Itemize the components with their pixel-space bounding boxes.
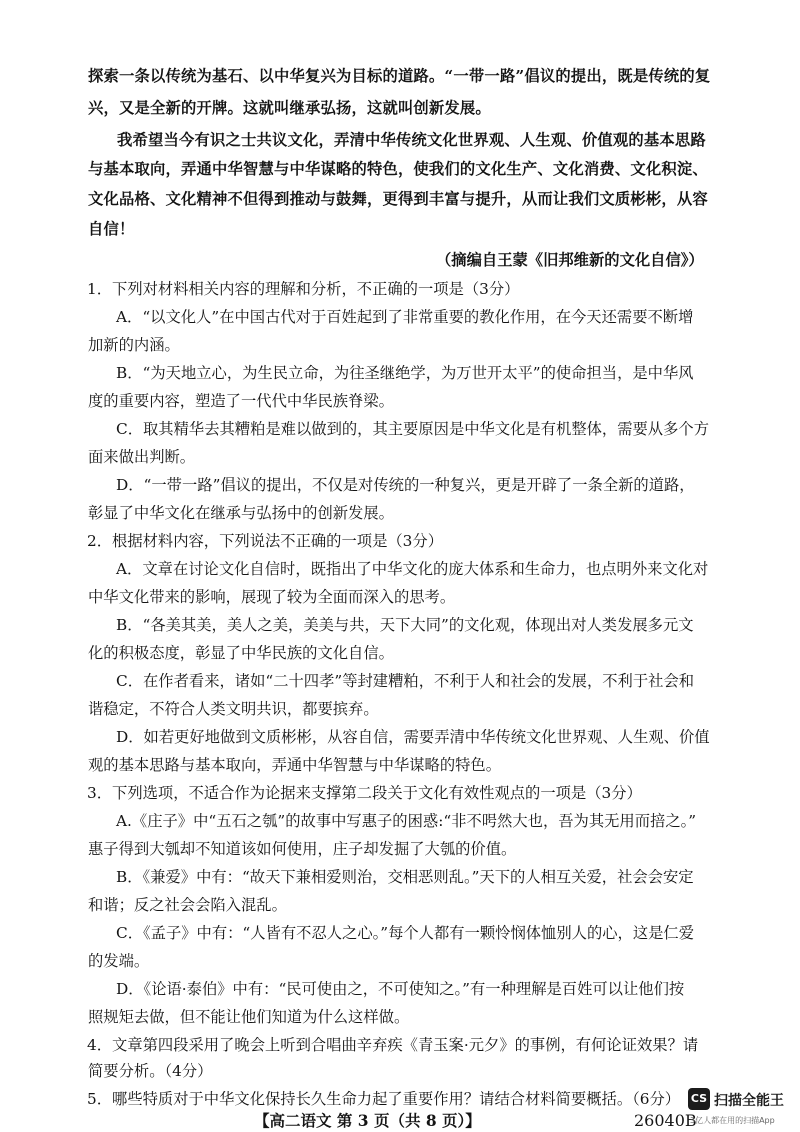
question-stem: 简要分析。（4分）	[88, 1062, 213, 1080]
page-footer: 【高二语文 第 3 页（共 8 页）】	[254, 1111, 481, 1130]
option-line: A．文章在讨论文化自信时，既指出了中华文化的庞大体系和生命力，也点明外来文化对	[116, 560, 709, 578]
option-line: D．如若更好地做到文质彬彬，从容自信，需要弄清中华传统文化世界观、人生观、价值	[116, 728, 710, 746]
option-line: 彰显了中华文化在继承与弘扬中的创新发展。	[88, 504, 394, 522]
question-stem: 1．下列对材料相关内容的理解和分析，不正确的一项是（3分）	[87, 280, 520, 298]
option-line: 度的重要内容，塑造了一代代中华民族脊梁。	[88, 392, 394, 410]
scanner-app-name: 扫描全能王	[714, 1093, 784, 1109]
option-line: 加新的内涵。	[88, 336, 180, 354]
question-stem: 3．下列选项，不适合作为论据来支撑第二段关于文化有效性观点的一项是（3分）	[87, 784, 642, 802]
question-stem: 2．根据材料内容，下列说法不正确的一项是（3分）	[87, 532, 443, 550]
option-line: C．在作者看来，诸如“二十四孝”等封建糟粕，不利于人和社会的发展，不利于社会和	[116, 672, 695, 690]
passage-source: （摘编自王蒙《旧邦维新的文化自信》）	[436, 251, 704, 269]
option-line: 谐稳定，不符合人类文明共识，都要摈弃。	[88, 700, 379, 718]
option-line: 面来做出判断。	[88, 448, 196, 466]
passage-line: 探索一条以传统为基石、以中华复兴为目标的道路。“一带一路”倡议的提出，既是传统的复	[88, 67, 711, 85]
option-line: 观的基本思路与基本取向，弄通中华智慧与中华谋略的特色。	[88, 756, 502, 774]
option-line: A.《庄子》中“五石之瓠”的故事中写惠子的困惑:“非不呺然大也，吾为其无用而掊之。”	[116, 812, 697, 830]
scanner-logo-icon: CS	[688, 1088, 710, 1110]
passage-line: 文化品格、文化精神不但得到推动与鼓舞，更得到丰富与提升，从而让我们文质彬彬，从容	[88, 190, 708, 208]
option-line: 照规矩去做，但不能让他们知道为什么这样做。	[88, 1008, 410, 1026]
scanner-tagline: 3亿人都在用的扫描App	[690, 1116, 775, 1125]
option-line: 的发端。	[88, 952, 150, 970]
passage-line: 与基本取向，弄通中华智慧与中华谋略的特色，使我们的文化生产、文化消费、文化积淀、	[88, 160, 708, 178]
option-line: 中华文化带来的影响，展现了较为全面而深入的思考。	[88, 588, 456, 606]
option-line: 惠子得到大瓠却不知道该如何使用，庄子却发掘了大瓠的价值。	[88, 840, 517, 858]
option-line: 化的积极态度，彰显了中华民族的文化自信。	[88, 644, 394, 662]
question-stem: 5．哪些特质对于中华文化保持长久生命力起了重要作用？请结合材料简要概括。（6分）	[87, 1090, 681, 1108]
passage-line: 兴，又是全新的开牌。这就叫继承弘扬，这就叫创新发展。	[88, 99, 491, 117]
option-line: D．《论语·泰伯》中有：“民可使由之，不可使知之。”有一种理解是百姓可以让他们按	[116, 980, 685, 998]
scanner-watermark	[688, 1088, 798, 1128]
option-line: C．《孟子》中有：“人皆有不忍人之心。”每个人都有一颗怜悯体恤别人的心，这是仁爱	[116, 924, 695, 942]
exam-code: 26040B	[634, 1111, 697, 1130]
passage-line: 自信！	[88, 220, 135, 238]
question-stem: 4．文章第四段采用了晚会上听到合唱曲辛弃疾《青玉案·元夕》的事例，有何论证效果？请	[87, 1036, 699, 1054]
option-line: B．《兼爱》中有：“故天下兼相爱则治，交相恶则乱。”天下的人相互关爱，社会会安定	[116, 868, 694, 886]
option-line: 和谐；反之社会会陷入混乱。	[88, 896, 287, 914]
option-line: C．取其精华去其糟粕是难以做到的，其主要原因是中华文化是有机整体，需要从多个方	[116, 420, 709, 438]
option-line: A．“以文化人”在中国古代对于百姓起到了非常重要的教化作用，在今天还需要不断增	[116, 308, 694, 326]
passage-line: 我希望当今有识之士共议文化，弄清中华传统文化世界观、人生观、价值观的基本思路	[117, 131, 706, 149]
option-line: B．“为天地立心，为生民立命，为往圣继绝学，为万世开太平”的使命担当，是中华风	[116, 364, 694, 382]
option-line: B．“各美其美，美人之美，美美与共，天下大同”的文化观，体现出对人类发展多元文	[116, 616, 694, 634]
option-line: D．“一带一路”倡议的提出，不仅是对传统的一种复兴，更是开辟了一条全新的道路，	[116, 476, 695, 494]
